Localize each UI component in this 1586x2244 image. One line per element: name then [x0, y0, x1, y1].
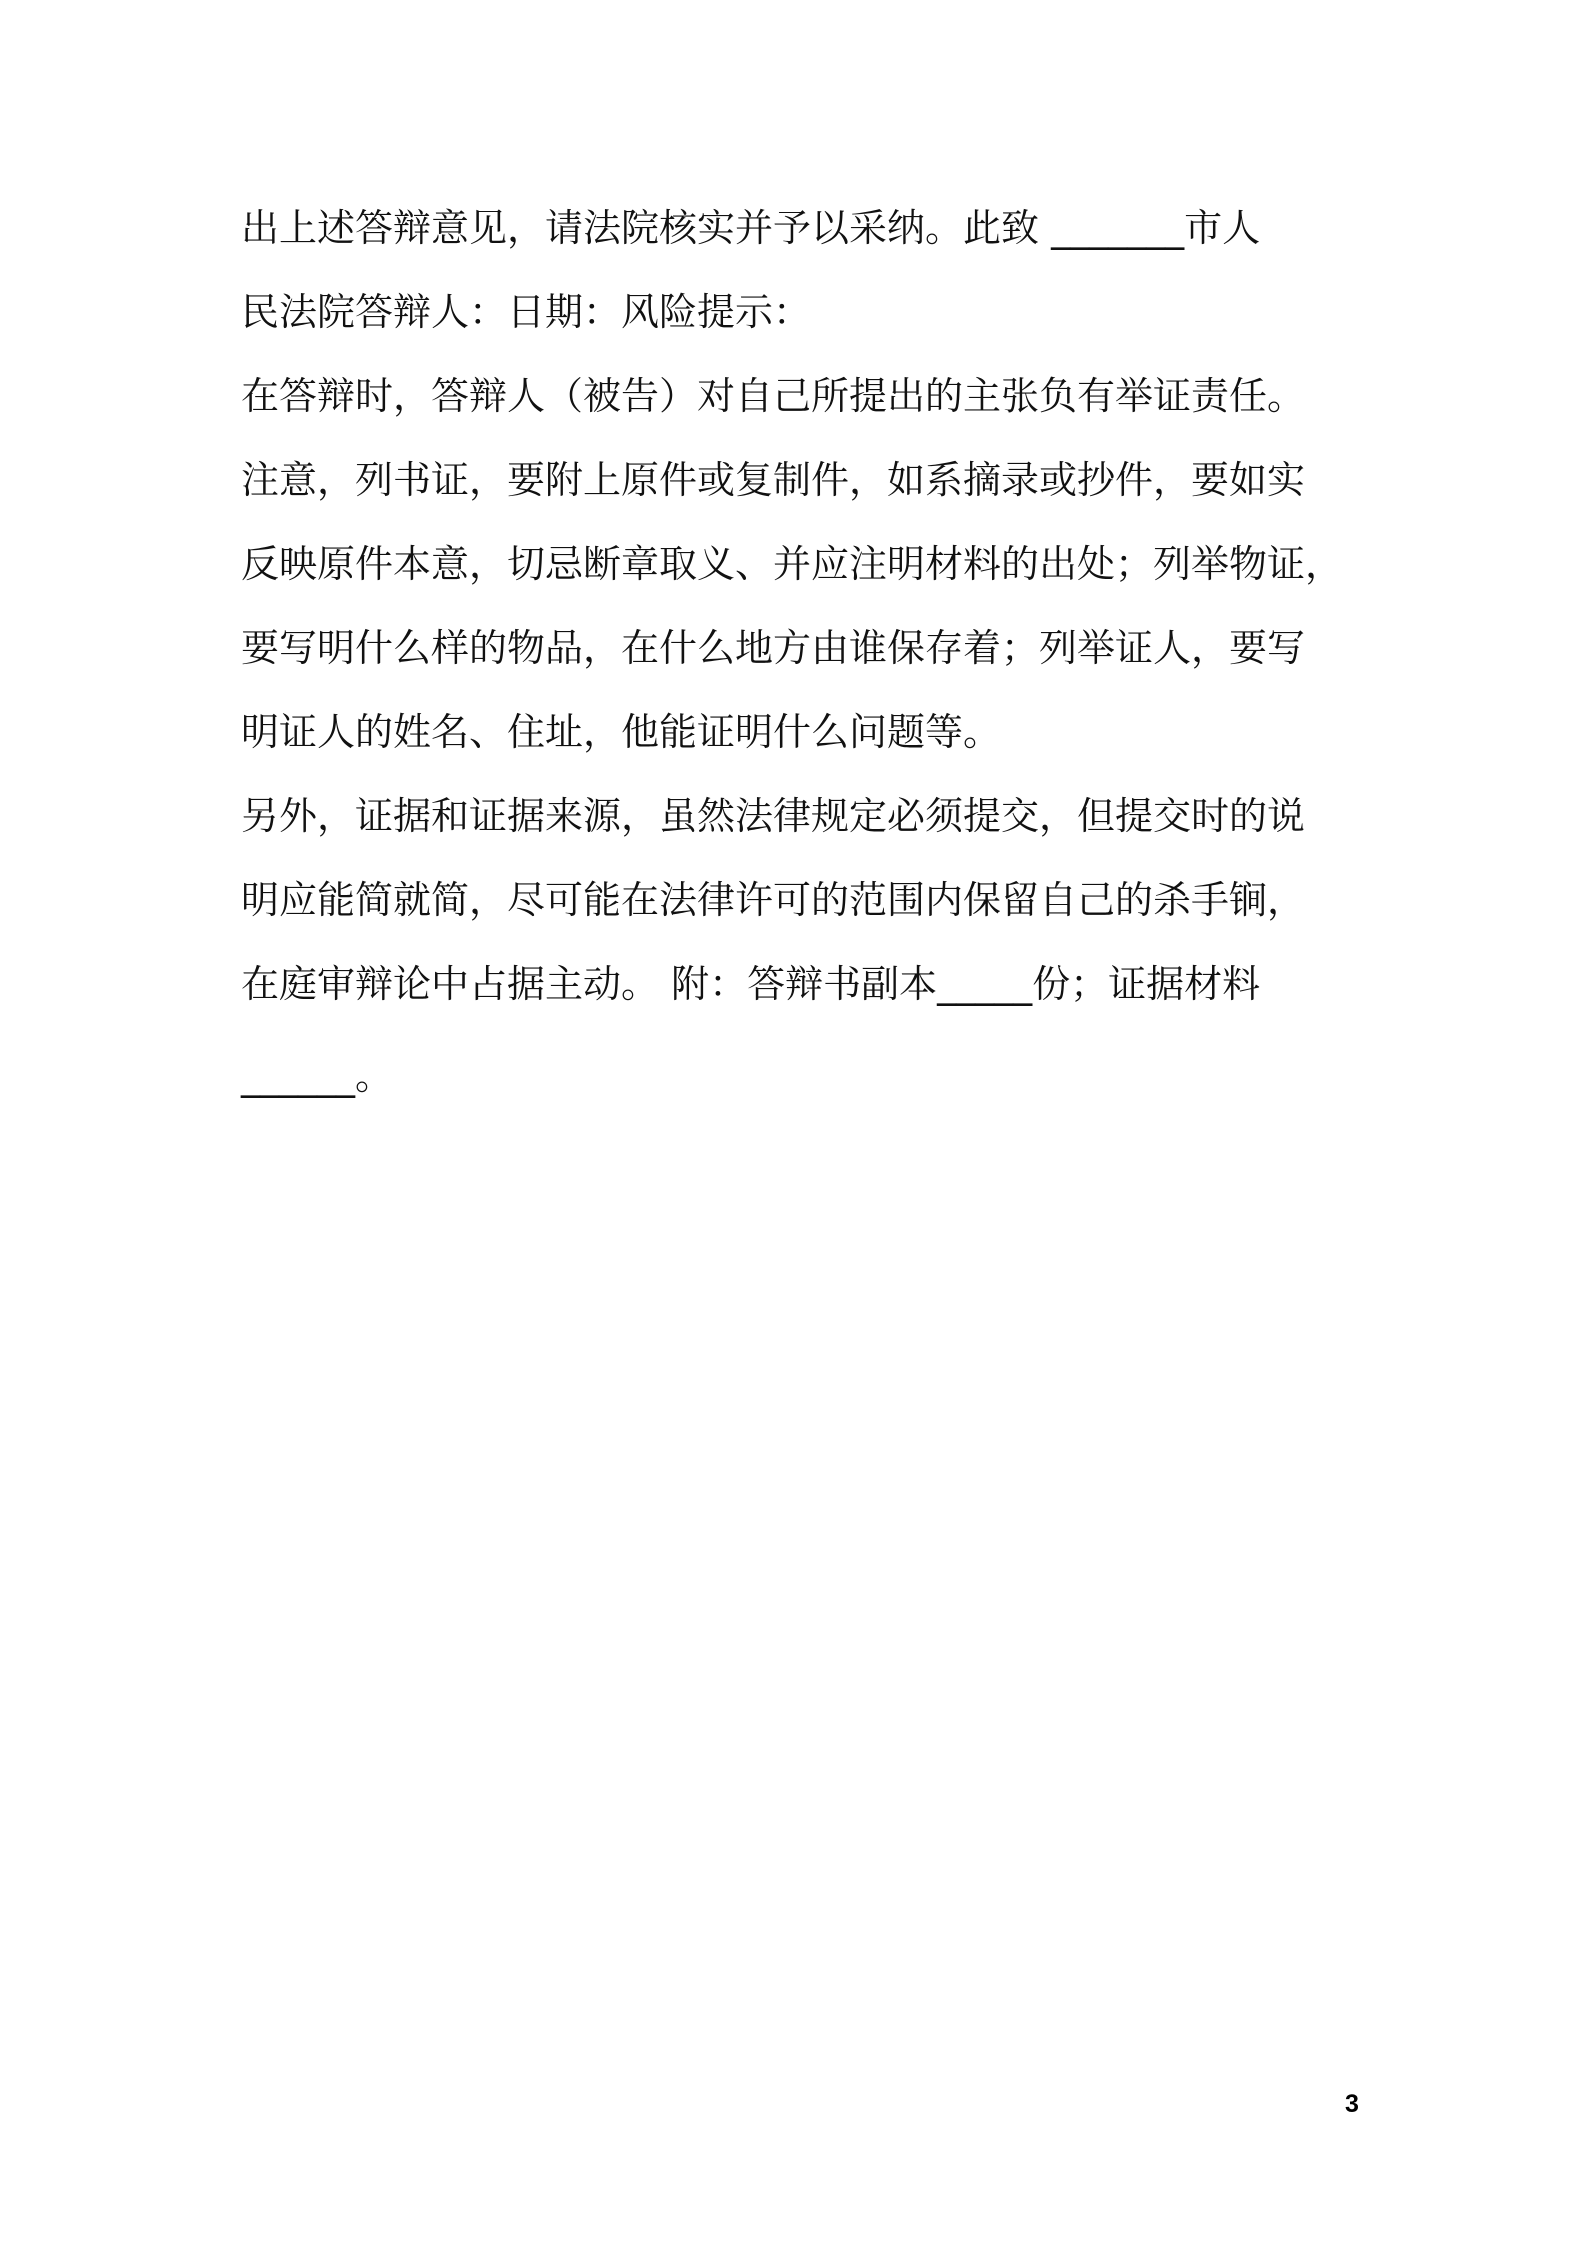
body-text-line: 明应能简就简，尽可能在法律许可的范围内保留自己的杀手锏， — [241, 878, 1306, 922]
body-text-line: 在庭审辩论中占据主动。 附：答辩书副本_____份；证据材料 — [241, 962, 1261, 1006]
body-text-line: 出上述答辩意见，请法院核实并予以采纳。此致 _______市人 — [241, 206, 1261, 250]
page-number: 3 — [1345, 2090, 1359, 2118]
body-text-line: 另外，证据和证据来源，虽然法律规定必须提交，但提交时的说 — [241, 794, 1306, 838]
body-text-line: 民法院答辩人：日期：风险提示： — [241, 290, 812, 334]
body-text-line: 注意，列书证，要附上原件或复制件，如系摘录或抄件，要如实 — [241, 458, 1306, 502]
body-text-line: 明证人的姓名、住址，他能证明什么问题等。 — [241, 710, 1002, 754]
body-text-line: 在答辩时，答辩人（被告）对自己所提出的主张负有举证责任。 — [241, 374, 1306, 418]
body-text-line: ______。 — [241, 1054, 394, 1098]
body-text-line: 要写明什么样的物品，在什么地方由谁保存着；列举证人，要写 — [241, 626, 1306, 670]
body-text-line: 反映原件本意，切忌断章取义、并应注明材料的出处；列举物证， — [241, 542, 1344, 586]
